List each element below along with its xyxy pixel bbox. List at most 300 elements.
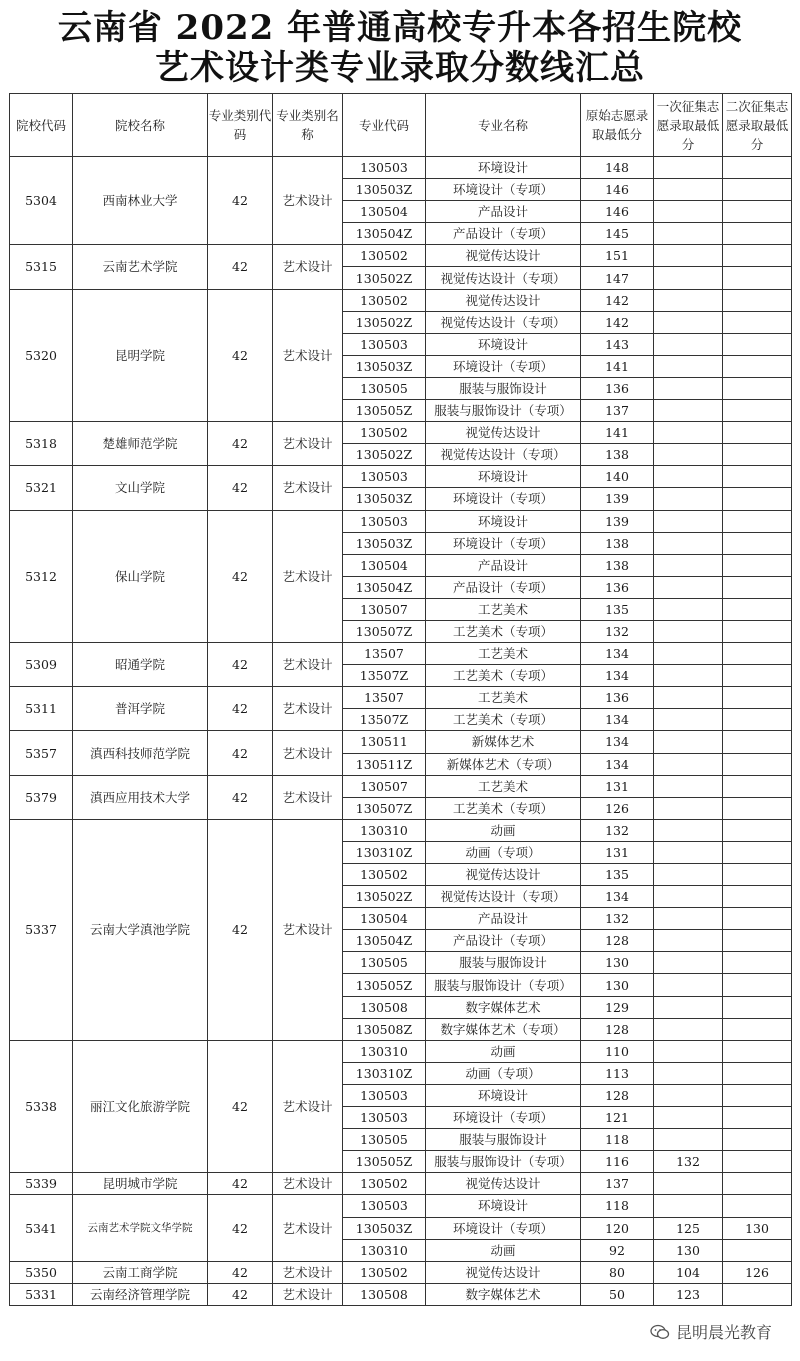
category-name-cell: 艺术设计 [273, 1195, 343, 1261]
table-row [10, 1261, 792, 1283]
major-code-cell: 130508 [343, 1283, 426, 1305]
first-solicit-score-cell [654, 687, 723, 709]
school-code-cell: 5341 [10, 1195, 73, 1261]
table-row [10, 1173, 792, 1195]
major-code-cell: 130503Z [343, 1217, 426, 1239]
second-solicit-score-cell [723, 488, 792, 510]
second-solicit-score-cell [723, 753, 792, 775]
original-score-cell: 141 [581, 422, 654, 444]
original-score-cell: 110 [581, 1040, 654, 1062]
original-score-cell: 142 [581, 289, 654, 311]
original-score-cell: 134 [581, 753, 654, 775]
major-name-cell: 服装与服饰设计 [426, 1129, 581, 1151]
major-code-cell: 130502 [343, 1261, 426, 1283]
original-score-cell: 134 [581, 731, 654, 753]
first-solicit-score-cell [654, 775, 723, 797]
category-name-cell: 艺术设计 [273, 819, 343, 1040]
first-solicit-score-cell [654, 223, 723, 245]
school-code-cell: 5337 [10, 819, 73, 1040]
major-code-cell: 130502 [343, 1173, 426, 1195]
school-name-cell: 保山学院 [73, 510, 208, 643]
major-name-cell: 环境设计（专项） [426, 488, 581, 510]
original-score-cell: 128 [581, 1018, 654, 1040]
original-score-cell: 145 [581, 223, 654, 245]
original-score-cell: 132 [581, 908, 654, 930]
category-code-cell: 42 [208, 1040, 273, 1173]
second-solicit-score-cell [723, 510, 792, 532]
second-solicit-score-cell [723, 1129, 792, 1151]
major-name-cell: 新媒体艺术（专项） [426, 753, 581, 775]
major-code-cell: 130505Z [343, 400, 426, 422]
major-name-cell: 环境设计（专项） [426, 1107, 581, 1129]
school-code-cell: 5304 [10, 157, 73, 245]
second-solicit-score-cell [723, 223, 792, 245]
wechat-icon [650, 1324, 670, 1340]
watermark-text: 昆明晨光教育 [675, 1323, 772, 1342]
major-name-cell: 产品设计（专项） [426, 930, 581, 952]
table-row [10, 731, 792, 753]
second-solicit-score-cell [723, 952, 792, 974]
original-score-cell: 118 [581, 1195, 654, 1217]
major-code-cell: 130504Z [343, 576, 426, 598]
major-name-cell: 工艺美术 [426, 598, 581, 620]
category-code-cell: 42 [208, 1283, 273, 1305]
header-category-code: 专业类别代码 [208, 94, 273, 157]
major-name-cell: 视觉传达设计 [426, 1173, 581, 1195]
second-solicit-score-cell [723, 355, 792, 377]
second-solicit-score-cell [723, 709, 792, 731]
major-name-cell: 视觉传达设计 [426, 422, 581, 444]
first-solicit-score-cell [654, 908, 723, 930]
major-code-cell: 130511Z [343, 753, 426, 775]
school-name-cell: 云南艺术学院 [73, 245, 208, 289]
major-code-cell: 13507Z [343, 665, 426, 687]
category-name-cell: 艺术设计 [273, 731, 343, 775]
major-name-cell: 动画（专项） [426, 841, 581, 863]
major-name-cell: 视觉传达设计 [426, 245, 581, 267]
original-score-cell: 134 [581, 709, 654, 731]
original-score-cell: 80 [581, 1261, 654, 1283]
table-row [10, 687, 792, 709]
second-solicit-score-cell [723, 665, 792, 687]
major-code-cell: 130503Z [343, 355, 426, 377]
table-row [10, 422, 792, 444]
title-block [0, 8, 800, 88]
category-code-cell: 42 [208, 819, 273, 1040]
original-score-cell: 142 [581, 311, 654, 333]
first-solicit-score-cell [654, 444, 723, 466]
major-name-cell: 环境设计 [426, 333, 581, 355]
major-code-cell: 130505Z [343, 974, 426, 996]
first-solicit-score-cell [654, 797, 723, 819]
original-score-cell: 146 [581, 179, 654, 201]
major-name-cell: 服装与服饰设计 [426, 952, 581, 974]
second-solicit-score-cell: 126 [723, 1261, 792, 1283]
major-name-cell: 产品设计 [426, 554, 581, 576]
first-solicit-score-cell [654, 201, 723, 223]
original-score-cell: 128 [581, 930, 654, 952]
table-row [10, 643, 792, 665]
header-major-name: 专业名称 [426, 94, 581, 157]
major-name-cell: 环境设计 [426, 1084, 581, 1106]
major-code-cell: 13507Z [343, 709, 426, 731]
major-name-cell: 数字媒体艺术 [426, 1283, 581, 1305]
original-score-cell: 151 [581, 245, 654, 267]
school-name-cell: 丽江文化旅游学院 [73, 1040, 208, 1173]
category-code-cell: 42 [208, 775, 273, 819]
category-name-cell: 艺术设计 [273, 775, 343, 819]
first-solicit-score-cell [654, 731, 723, 753]
second-solicit-score-cell [723, 797, 792, 819]
header-category-name: 专业类别名称 [273, 94, 343, 157]
school-code-cell: 5321 [10, 466, 73, 510]
major-name-cell: 产品设计（专项） [426, 576, 581, 598]
category-name-cell: 艺术设计 [273, 1040, 343, 1173]
first-solicit-score-cell [654, 1173, 723, 1195]
original-score-cell: 136 [581, 576, 654, 598]
category-name-cell: 艺术设计 [273, 422, 343, 466]
second-solicit-score-cell [723, 422, 792, 444]
category-name-cell: 艺术设计 [273, 1261, 343, 1283]
major-code-cell: 130502 [343, 422, 426, 444]
category-name-cell: 艺术设计 [273, 1173, 343, 1195]
page-title-line1: 云南省 2022 年普通高校专升本各招生院校 [57, 8, 743, 48]
category-code-cell: 42 [208, 1195, 273, 1261]
second-solicit-score-cell [723, 157, 792, 179]
school-name-cell: 西南林业大学 [73, 157, 208, 245]
major-name-cell: 服装与服饰设计（专项） [426, 400, 581, 422]
category-code-cell: 42 [208, 510, 273, 643]
original-score-cell: 126 [581, 797, 654, 819]
second-solicit-score-cell [723, 1283, 792, 1305]
major-code-cell: 130310 [343, 1239, 426, 1261]
school-name-cell: 云南艺术学院文华学院 [73, 1195, 208, 1261]
major-name-cell: 产品设计 [426, 201, 581, 223]
major-code-cell: 13507 [343, 687, 426, 709]
school-code-cell: 5312 [10, 510, 73, 643]
major-name-cell: 视觉传达设计（专项） [426, 311, 581, 333]
major-name-cell: 环境设计 [426, 466, 581, 488]
original-score-cell: 129 [581, 996, 654, 1018]
first-solicit-score-cell [654, 554, 723, 576]
category-code-cell: 42 [208, 731, 273, 775]
second-solicit-score-cell [723, 400, 792, 422]
major-code-cell: 130503 [343, 1107, 426, 1129]
category-name-cell: 艺术设计 [273, 157, 343, 245]
major-code-cell: 130504Z [343, 930, 426, 952]
major-name-cell: 环境设计（专项） [426, 1217, 581, 1239]
major-code-cell: 130503 [343, 157, 426, 179]
major-name-cell: 环境设计 [426, 510, 581, 532]
table-row [10, 245, 792, 267]
first-solicit-score-cell [654, 1195, 723, 1217]
table-row [10, 1195, 792, 1217]
first-solicit-score-cell [654, 400, 723, 422]
original-score-cell: 136 [581, 377, 654, 399]
original-score-cell: 140 [581, 466, 654, 488]
first-solicit-score-cell [654, 1040, 723, 1062]
major-code-cell: 130505 [343, 1129, 426, 1151]
original-score-cell: 131 [581, 841, 654, 863]
original-score-cell: 131 [581, 775, 654, 797]
school-name-cell: 文山学院 [73, 466, 208, 510]
category-name-cell: 艺术设计 [273, 643, 343, 687]
header-school-code: 院校代码 [10, 94, 73, 157]
first-solicit-score-cell [654, 510, 723, 532]
first-solicit-score-cell [654, 1062, 723, 1084]
major-code-cell: 130505 [343, 952, 426, 974]
major-name-cell: 产品设计（专项） [426, 223, 581, 245]
first-solicit-score-cell [654, 1107, 723, 1129]
major-name-cell: 视觉传达设计 [426, 864, 581, 886]
first-solicit-score-cell [654, 355, 723, 377]
admission-score-table [9, 93, 792, 1306]
original-score-cell: 132 [581, 620, 654, 642]
second-solicit-score-cell [723, 930, 792, 952]
second-solicit-score-cell [723, 1151, 792, 1173]
original-score-cell: 137 [581, 1173, 654, 1195]
school-code-cell: 5350 [10, 1261, 73, 1283]
category-code-cell: 42 [208, 245, 273, 289]
first-solicit-score-cell [654, 488, 723, 510]
major-name-cell: 工艺美术（专项） [426, 620, 581, 642]
school-name-cell: 云南经济管理学院 [73, 1283, 208, 1305]
first-solicit-score-cell [654, 643, 723, 665]
first-solicit-score-cell [654, 422, 723, 444]
major-name-cell: 新媒体艺术 [426, 731, 581, 753]
original-score-cell: 139 [581, 488, 654, 510]
second-solicit-score-cell [723, 1107, 792, 1129]
second-solicit-score-cell [723, 377, 792, 399]
first-solicit-score-cell [654, 886, 723, 908]
original-score-cell: 134 [581, 886, 654, 908]
major-code-cell: 130504 [343, 908, 426, 930]
major-code-cell: 130502 [343, 289, 426, 311]
second-solicit-score-cell [723, 996, 792, 1018]
header-original-min-score: 原始志愿录取最低分 [581, 94, 654, 157]
major-code-cell: 130503 [343, 510, 426, 532]
original-score-cell: 116 [581, 1151, 654, 1173]
school-code-cell: 5309 [10, 643, 73, 687]
major-code-cell: 130310Z [343, 1062, 426, 1084]
table-row [10, 510, 792, 532]
original-score-cell: 118 [581, 1129, 654, 1151]
school-name-cell: 昭通学院 [73, 643, 208, 687]
second-solicit-score-cell [723, 444, 792, 466]
major-code-cell: 130310Z [343, 841, 426, 863]
major-code-cell: 130502Z [343, 886, 426, 908]
school-name-cell: 昆明学院 [73, 289, 208, 422]
original-score-cell: 134 [581, 643, 654, 665]
first-solicit-score-cell [654, 466, 723, 488]
original-score-cell: 148 [581, 157, 654, 179]
category-name-cell: 艺术设计 [273, 245, 343, 289]
major-name-cell: 工艺美术（专项） [426, 797, 581, 819]
original-score-cell: 138 [581, 444, 654, 466]
major-code-cell: 130503Z [343, 179, 426, 201]
second-solicit-score-cell [723, 289, 792, 311]
original-score-cell: 121 [581, 1107, 654, 1129]
first-solicit-score-cell [654, 952, 723, 974]
first-solicit-score-cell [654, 930, 723, 952]
first-solicit-score-cell [654, 377, 723, 399]
school-code-cell: 5338 [10, 1040, 73, 1173]
category-name-cell: 艺术设计 [273, 1283, 343, 1305]
category-code-cell: 42 [208, 289, 273, 422]
school-code-cell: 5331 [10, 1283, 73, 1305]
table-body [10, 157, 792, 1306]
original-score-cell: 137 [581, 400, 654, 422]
major-code-cell: 130503 [343, 1084, 426, 1106]
first-solicit-score-cell [654, 819, 723, 841]
major-code-cell: 130507 [343, 598, 426, 620]
table-row [10, 1283, 792, 1305]
first-solicit-score-cell [654, 311, 723, 333]
table-header-row [10, 94, 792, 157]
second-solicit-score-cell: 130 [723, 1217, 792, 1239]
major-code-cell: 130504Z [343, 223, 426, 245]
category-code-cell: 42 [208, 422, 273, 466]
second-solicit-score-cell [723, 466, 792, 488]
second-solicit-score-cell [723, 267, 792, 289]
first-solicit-score-cell [654, 267, 723, 289]
school-name-cell: 普洱学院 [73, 687, 208, 731]
school-code-cell: 5311 [10, 687, 73, 731]
school-name-cell: 云南工商学院 [73, 1261, 208, 1283]
original-score-cell: 113 [581, 1062, 654, 1084]
major-code-cell: 130310 [343, 819, 426, 841]
original-score-cell: 120 [581, 1217, 654, 1239]
page-title-line2: 艺术设计类专业录取分数线汇总 [155, 48, 645, 88]
major-name-cell: 数字媒体艺术 [426, 996, 581, 1018]
major-name-cell: 动画 [426, 1040, 581, 1062]
major-name-cell: 工艺美术（专项） [426, 665, 581, 687]
original-score-cell: 130 [581, 974, 654, 996]
major-code-cell: 130504 [343, 554, 426, 576]
original-score-cell: 146 [581, 201, 654, 223]
original-score-cell: 50 [581, 1283, 654, 1305]
second-solicit-score-cell [723, 974, 792, 996]
second-solicit-score-cell [723, 1040, 792, 1062]
header-first-solicit-min-score: 一次征集志愿录取最低分 [654, 94, 723, 157]
second-solicit-score-cell [723, 311, 792, 333]
original-score-cell: 139 [581, 510, 654, 532]
table-row [10, 819, 792, 841]
second-solicit-score-cell [723, 1173, 792, 1195]
major-code-cell: 130507Z [343, 620, 426, 642]
major-code-cell: 130503Z [343, 532, 426, 554]
major-name-cell: 环境设计 [426, 157, 581, 179]
school-name-cell: 云南大学滇池学院 [73, 819, 208, 1040]
original-score-cell: 138 [581, 532, 654, 554]
first-solicit-score-cell [654, 974, 723, 996]
second-solicit-score-cell [723, 532, 792, 554]
school-name-cell: 滇西应用技术大学 [73, 775, 208, 819]
major-code-cell: 130502Z [343, 311, 426, 333]
major-name-cell: 服装与服饰设计 [426, 377, 581, 399]
category-name-cell: 艺术设计 [273, 289, 343, 422]
school-name-cell: 昆明城市学院 [73, 1173, 208, 1195]
second-solicit-score-cell [723, 1062, 792, 1084]
major-code-cell: 130310 [343, 1040, 426, 1062]
first-solicit-score-cell [654, 576, 723, 598]
second-solicit-score-cell [723, 245, 792, 267]
original-score-cell: 92 [581, 1239, 654, 1261]
major-code-cell: 130503 [343, 333, 426, 355]
table-row [10, 775, 792, 797]
first-solicit-score-cell [654, 996, 723, 1018]
table-row [10, 466, 792, 488]
major-code-cell: 130511 [343, 731, 426, 753]
major-code-cell: 130505 [343, 377, 426, 399]
category-code-cell: 42 [208, 157, 273, 245]
second-solicit-score-cell [723, 819, 792, 841]
second-solicit-score-cell [723, 554, 792, 576]
school-code-cell: 5357 [10, 731, 73, 775]
major-name-cell: 环境设计（专项） [426, 355, 581, 377]
category-code-cell: 42 [208, 1173, 273, 1195]
table-row [10, 1040, 792, 1062]
original-score-cell: 136 [581, 687, 654, 709]
original-score-cell: 130 [581, 952, 654, 974]
first-solicit-score-cell [654, 333, 723, 355]
first-solicit-score-cell: 125 [654, 1217, 723, 1239]
major-code-cell: 130508 [343, 996, 426, 1018]
original-score-cell: 138 [581, 554, 654, 576]
major-name-cell: 工艺美术 [426, 643, 581, 665]
table-row [10, 289, 792, 311]
second-solicit-score-cell [723, 201, 792, 223]
first-solicit-score-cell [654, 289, 723, 311]
major-name-cell: 动画 [426, 1239, 581, 1261]
major-code-cell: 130503 [343, 466, 426, 488]
major-name-cell: 工艺美术（专项） [426, 709, 581, 731]
first-solicit-score-cell [654, 598, 723, 620]
original-score-cell: 147 [581, 267, 654, 289]
first-solicit-score-cell [654, 709, 723, 731]
major-name-cell: 视觉传达设计（专项） [426, 886, 581, 908]
second-solicit-score-cell [723, 643, 792, 665]
first-solicit-score-cell [654, 1129, 723, 1151]
major-name-cell: 视觉传达设计（专项） [426, 444, 581, 466]
major-name-cell: 服装与服饰设计（专项） [426, 1151, 581, 1173]
major-code-cell: 130503Z [343, 488, 426, 510]
first-solicit-score-cell [654, 532, 723, 554]
first-solicit-score-cell: 132 [654, 1151, 723, 1173]
second-solicit-score-cell [723, 908, 792, 930]
category-code-cell: 42 [208, 466, 273, 510]
original-score-cell: 143 [581, 333, 654, 355]
second-solicit-score-cell [723, 886, 792, 908]
major-name-cell: 工艺美术 [426, 687, 581, 709]
first-solicit-score-cell [654, 841, 723, 863]
major-name-cell: 环境设计（专项） [426, 179, 581, 201]
original-score-cell: 135 [581, 598, 654, 620]
category-code-cell: 42 [208, 643, 273, 687]
first-solicit-score-cell [654, 1084, 723, 1106]
major-name-cell: 服装与服饰设计（专项） [426, 974, 581, 996]
second-solicit-score-cell [723, 841, 792, 863]
first-solicit-score-cell: 104 [654, 1261, 723, 1283]
header-second-solicit-min-score: 二次征集志愿录取最低分 [723, 94, 792, 157]
original-score-cell: 135 [581, 864, 654, 886]
original-score-cell: 132 [581, 819, 654, 841]
major-code-cell: 130502 [343, 245, 426, 267]
original-score-cell: 128 [581, 1084, 654, 1106]
first-solicit-score-cell: 123 [654, 1283, 723, 1305]
first-solicit-score-cell [654, 179, 723, 201]
major-name-cell: 环境设计（专项） [426, 532, 581, 554]
